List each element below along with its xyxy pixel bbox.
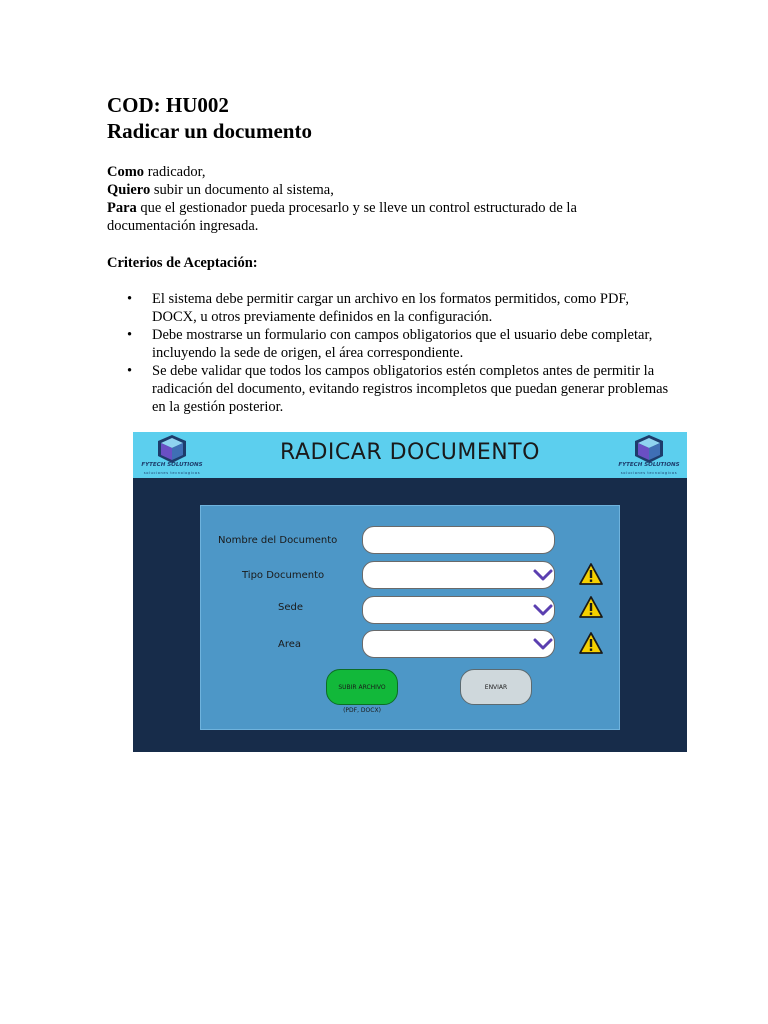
story-as: Como radicador, bbox=[107, 164, 206, 180]
criteria-item: • El sistema debe permitir cargar un archivo en los formatos permitidos, como PDF, DOCX, u otros previamente definidos en la configuración. bbox=[107, 290, 677, 326]
company-logo bbox=[611, 434, 687, 478]
warning-icon bbox=[578, 631, 604, 655]
chevron-down-icon bbox=[532, 602, 554, 618]
story-so-that: Para que el gestionador pueda procesarlo y se lleve un control estructurado de la documentación ingresada. bbox=[107, 200, 577, 234]
ui-mockup bbox=[133, 432, 687, 752]
document-code: COD: HU002 bbox=[107, 93, 229, 117]
criteria-list bbox=[107, 290, 677, 416]
site-label: Sede bbox=[278, 602, 303, 613]
mockup-header bbox=[133, 432, 687, 478]
area-select[interactable] bbox=[362, 630, 555, 658]
logo-name: FYTECH SOLUTIONS bbox=[618, 462, 680, 468]
upload-format-hint: (PDF, DOCX) bbox=[343, 707, 381, 714]
site-select[interactable] bbox=[362, 596, 555, 624]
story-want: Quiero subir un documento al sistema, bbox=[107, 182, 334, 198]
document-type-select[interactable] bbox=[362, 561, 555, 589]
warning-icon bbox=[578, 562, 604, 586]
criteria-item: • Se debe validar que todos los campos obligatorios estén completos antes de permitir la radicación del documento, evitando registros incompletos que puedan generar problemas en la gestión posterior. bbox=[107, 362, 677, 416]
document-name-input[interactable] bbox=[362, 526, 555, 554]
user-story bbox=[107, 163, 667, 235]
chevron-down-icon bbox=[532, 636, 554, 652]
document-title: Radicar un documento bbox=[107, 119, 312, 143]
page-title bbox=[107, 92, 312, 144]
document-type-label: Tipo Documento bbox=[242, 570, 325, 581]
send-button[interactable]: ENVIAR bbox=[460, 669, 532, 705]
chevron-down-icon bbox=[532, 567, 554, 583]
criteria-item: • Debe mostrarse un formulario con campos obligatorios que el usuario debe completar, incluyendo la sede de origen, el área correspondiente. bbox=[107, 326, 677, 362]
upload-file-button[interactable]: SUBIR ARCHIVO bbox=[326, 669, 398, 705]
logo-tagline: soluciones tecnologicas bbox=[620, 471, 678, 475]
cube-logo-icon bbox=[631, 434, 667, 464]
mockup-title: RADICAR DOCUMENTO bbox=[280, 440, 540, 465]
criteria-heading: Criterios de Aceptación: bbox=[107, 255, 258, 271]
logo-tagline: soluciones tecnologicas bbox=[143, 471, 201, 475]
warning-icon bbox=[578, 595, 604, 619]
area-label: Area bbox=[278, 639, 302, 650]
document-name-label: Nombre del Documento bbox=[218, 535, 338, 546]
logo-name: FYTECH SOLUTIONS bbox=[141, 462, 203, 468]
form-panel bbox=[200, 505, 620, 730]
